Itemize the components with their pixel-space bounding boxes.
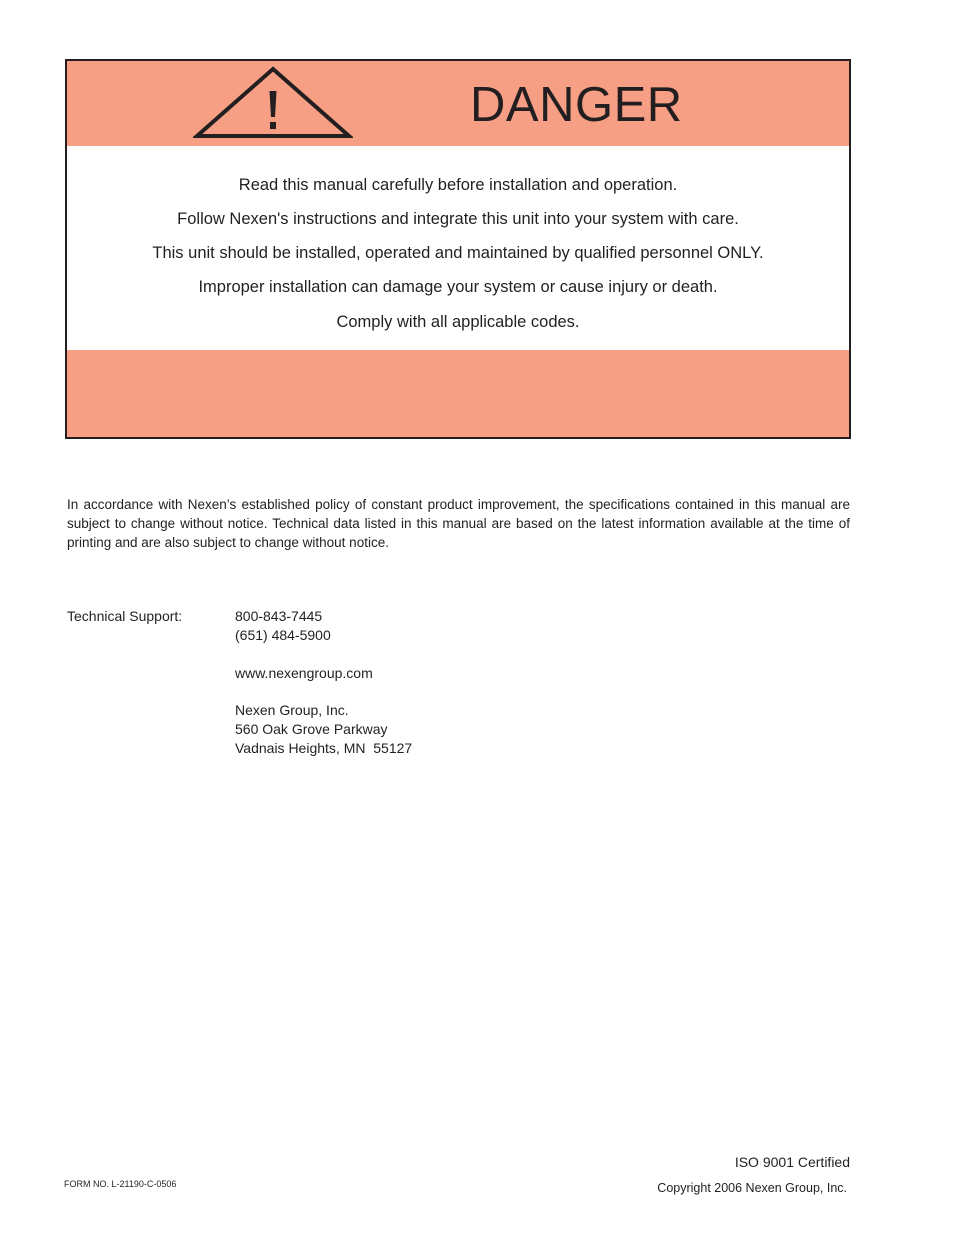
danger-line: Follow Nexen's instructions and integrate this unit into your system with care.: [177, 210, 739, 228]
support-label: Technical Support:: [67, 608, 183, 624]
danger-notice: [65, 59, 851, 439]
company-city: Vadnais Heights, MN 55127: [235, 740, 413, 756]
danger-title: DANGER: [470, 78, 683, 132]
support-phone-tollfree: 800-843-7445: [235, 608, 323, 624]
form-number: FORM NO. L-21190-C-0506: [64, 1179, 177, 1189]
danger-line: Comply with all applicable codes.: [336, 313, 580, 331]
company-street: 560 Oak Grove Parkway: [235, 721, 388, 737]
danger-line: Improper installation can damage your system or cause injury or death.: [198, 278, 718, 296]
support-phone-local: (651) 484-5900: [235, 627, 331, 643]
danger-footer-band: [67, 350, 849, 437]
warning-triangle-icon: [193, 65, 353, 139]
iso-certification: ISO 9001 Certified: [734, 1154, 850, 1170]
policy-paragraph: In accordance with Nexen’s established policy of constant product improvement, the specifications contained in this manual are subject to change without notice. Technical data listed in this manual are based on the latest information available at the time of printing and are also subject to change without notice.: [67, 497, 850, 550]
support-website: www.nexengroup.com: [235, 665, 373, 681]
company-name: Nexen Group, Inc.: [235, 702, 349, 718]
copyright: Copyright 2006 Nexen Group, Inc.: [657, 1181, 847, 1195]
danger-line: Read this manual carefully before installation and operation.: [238, 176, 678, 194]
danger-header: [67, 61, 849, 146]
danger-line: This unit should be installed, operated and maintained by qualified personnel ONLY.: [152, 244, 764, 262]
danger-instructions: [67, 146, 849, 350]
